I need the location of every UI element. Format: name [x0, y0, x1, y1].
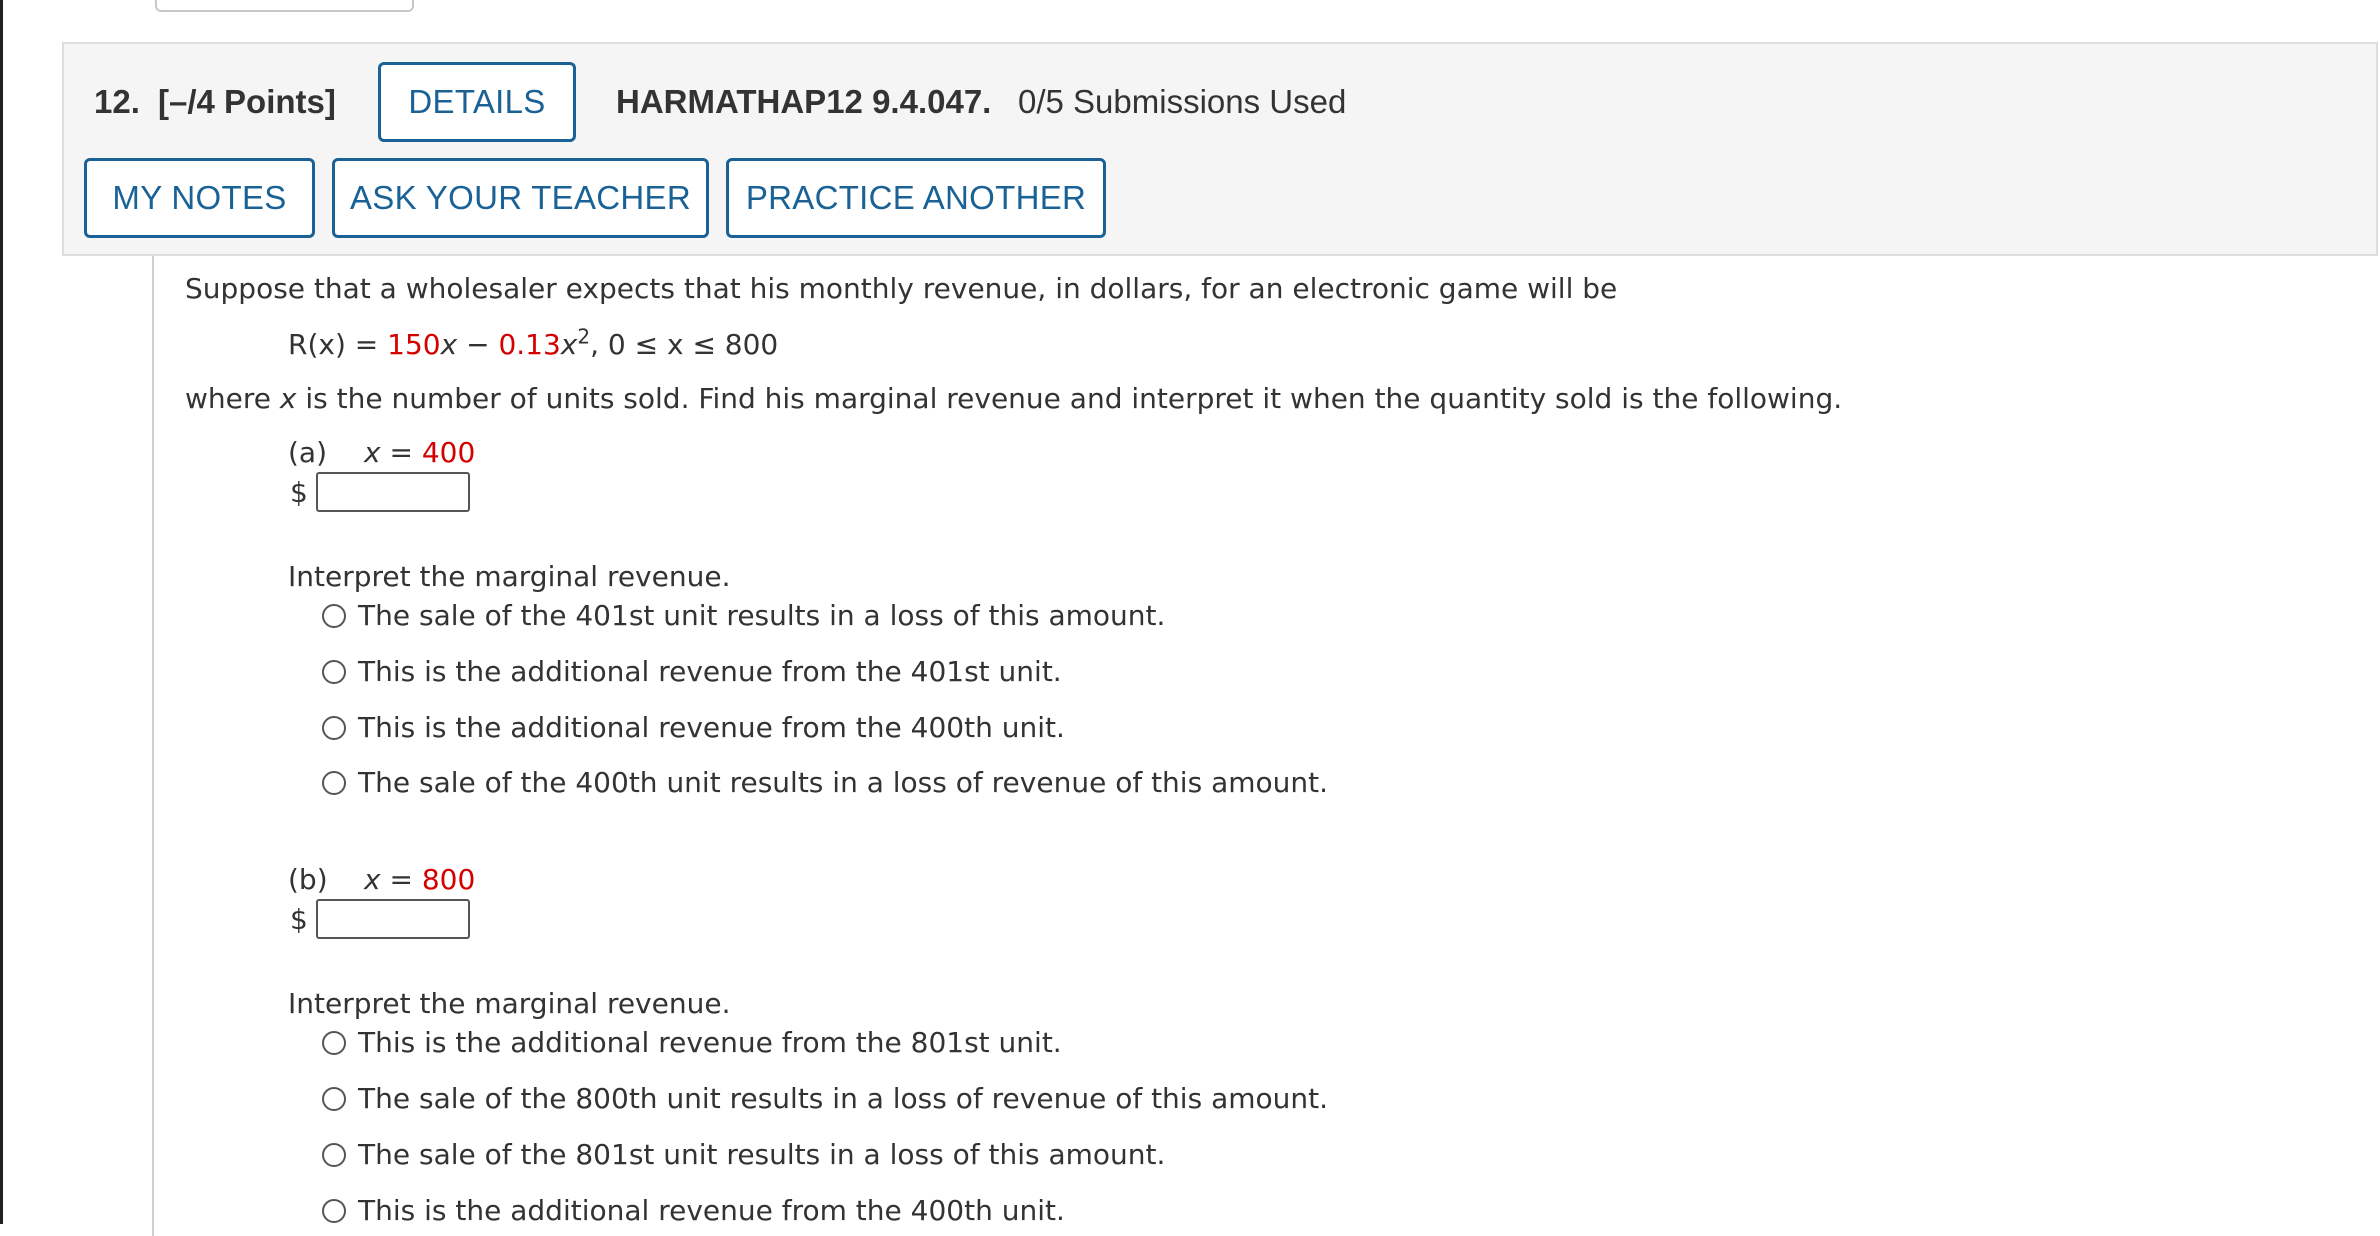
part-b-answer-input[interactable] — [316, 899, 470, 939]
details-button[interactable]: DETAILS — [378, 62, 576, 142]
part-a-value: 400 — [421, 436, 476, 469]
part-a-var: x — [364, 436, 381, 469]
part-b-option-1[interactable] — [322, 1026, 1062, 1060]
option-label: The sale of the 400th unit results in a loss of revenue of this amount. — [358, 766, 1329, 799]
part-a-answer-input[interactable] — [316, 472, 470, 512]
formula-coef2: 0.13 — [498, 328, 561, 361]
revenue-formula — [288, 324, 779, 362]
option-label: The sale of the 800th unit results in a loss of revenue of this amount. — [358, 1082, 1329, 1115]
part-b-label: (b) — [288, 863, 328, 896]
where-variable: x — [279, 382, 297, 415]
part-a-option-3[interactable] — [322, 711, 1065, 745]
radio-button[interactable] — [322, 1199, 346, 1223]
radio-button[interactable] — [322, 1143, 346, 1167]
previous-question-stub — [155, 0, 414, 12]
where-suffix: is the number of units sold. Find his marginal revenue and interpret it when the quantity sold is the following. — [296, 382, 1843, 415]
radio-button[interactable] — [322, 771, 346, 795]
ask-your-teacher-button[interactable]: ASK YOUR TEACHER — [332, 158, 709, 238]
formula-minus: − — [457, 328, 499, 361]
part-b-var: x — [364, 863, 381, 896]
formula-coef1: 150 — [387, 328, 441, 361]
part-b-option-3[interactable] — [322, 1138, 1165, 1172]
problem-where — [185, 382, 1842, 416]
radio-button[interactable] — [322, 1087, 346, 1111]
part-b-eq: = — [380, 863, 422, 896]
practice-another-button[interactable]: PRACTICE ANOTHER — [726, 158, 1106, 238]
submissions-used: 0/5 Submissions Used — [1018, 83, 1347, 120]
formula-var1: x — [440, 328, 458, 361]
part-b-value: 800 — [421, 863, 476, 896]
radio-button[interactable] — [322, 716, 346, 740]
part-a-interpret-prompt: Interpret the marginal revenue. — [288, 560, 731, 593]
question-number: 12. — [94, 83, 140, 120]
part-b-condition — [364, 863, 475, 897]
formula-var2: x — [560, 328, 578, 361]
where-prefix: where — [185, 382, 280, 415]
option-label: This is the additional revenue from the 400th unit. — [358, 1194, 1065, 1227]
part-a-option-4[interactable] — [322, 766, 1328, 800]
part-b-currency: $ — [290, 903, 308, 936]
part-a-currency: $ — [290, 476, 308, 509]
formula-domain: , 0 ≤ x ≤ 800 — [590, 328, 779, 361]
option-label: The sale of the 801st unit results in a loss of this amount. — [358, 1138, 1166, 1171]
part-a-label: (a) — [288, 436, 328, 469]
part-a-eq: = — [380, 436, 422, 469]
part-a-condition — [364, 436, 475, 470]
part-b-interpret-prompt: Interpret the marginal revenue. — [288, 987, 731, 1020]
question-points: [–/4 Points] — [158, 83, 336, 120]
question-body — [152, 256, 2378, 1236]
radio-button[interactable] — [322, 1031, 346, 1055]
option-label: This is the additional revenue from the 400th unit. — [358, 711, 1065, 744]
part-a-option-2[interactable] — [322, 655, 1062, 689]
part-b-option-2[interactable] — [322, 1082, 1328, 1116]
part-b-option-4[interactable] — [322, 1194, 1065, 1228]
part-a-option-1[interactable] — [322, 599, 1165, 633]
question-code: HARMATHAP12 9.4.047. — [616, 83, 992, 120]
option-label: The sale of the 401st unit results in a loss of this amount. — [358, 599, 1166, 632]
formula-exponent: 2 — [577, 324, 591, 349]
my-notes-button[interactable]: MY NOTES — [84, 158, 315, 238]
radio-button[interactable] — [322, 604, 346, 628]
problem-intro: Suppose that a wholesaler expects that his monthly revenue, in dollars, for an electronic game will be — [185, 272, 1618, 305]
radio-button[interactable] — [322, 660, 346, 684]
option-label: This is the additional revenue from the 401st unit. — [358, 655, 1062, 688]
formula-lhs: R(x) = — [288, 328, 388, 361]
left-edge-rule — [0, 0, 3, 1224]
option-label: This is the additional revenue from the 801st unit. — [358, 1026, 1062, 1059]
